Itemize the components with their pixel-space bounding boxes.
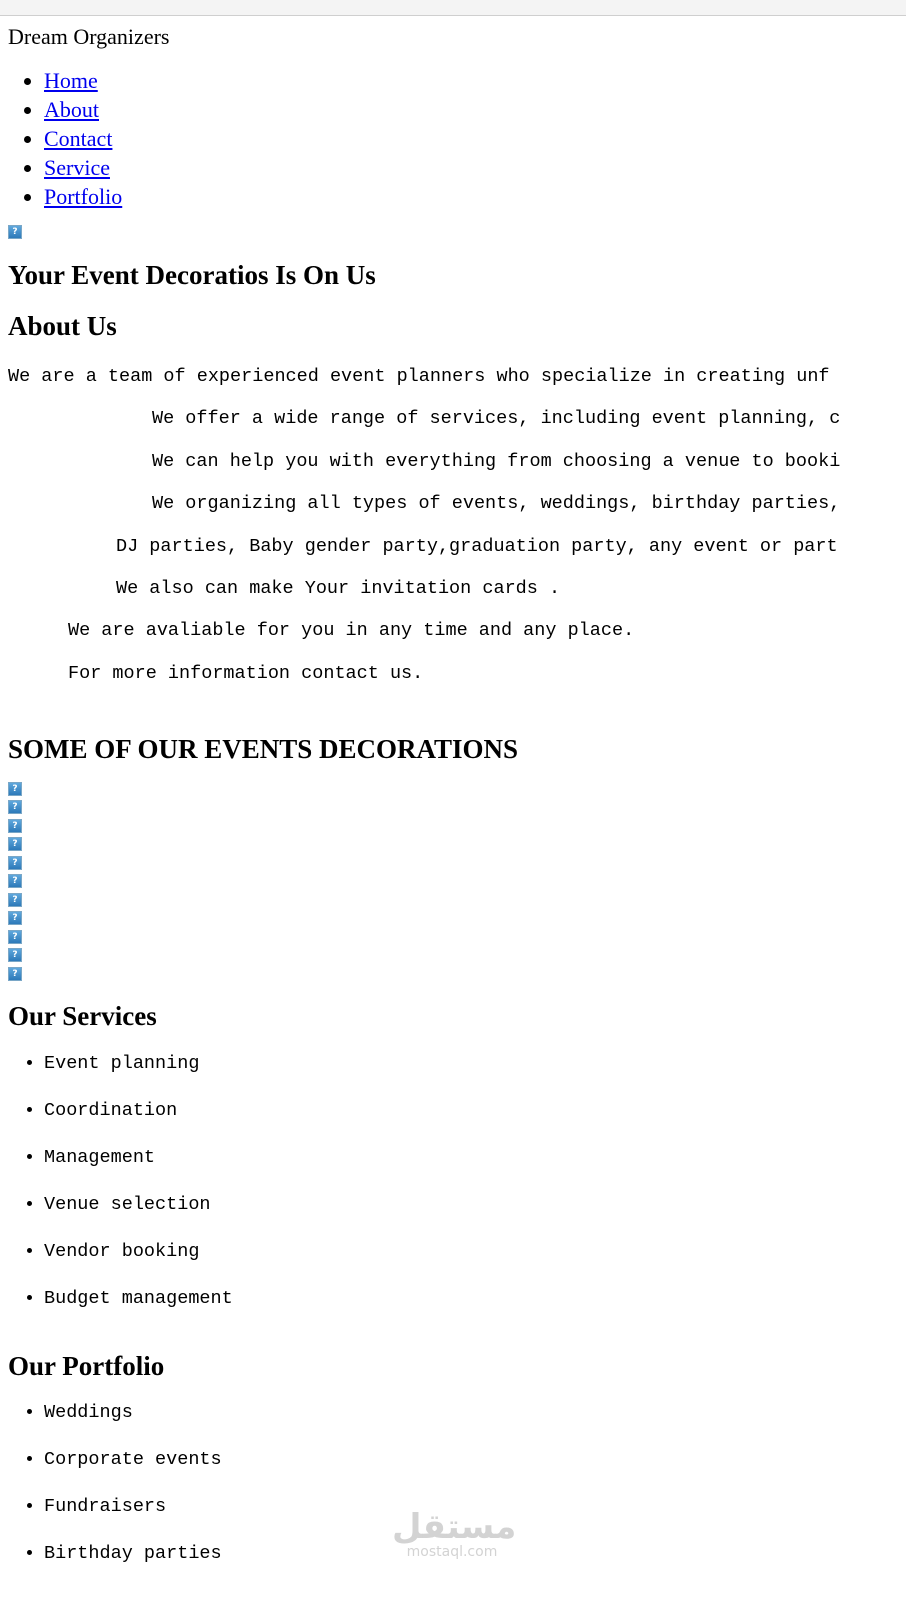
decorations-title: SOME OF OUR EVENTS DECORATIONS <box>8 734 519 765</box>
nav-item-about <box>44 95 898 124</box>
about-paragraph: We can help you with everything from choosing a venue to booki <box>152 450 841 472</box>
portfolio-item: • Fundraisers <box>44 1496 898 1518</box>
about-section <box>8 356 898 695</box>
nav-item-service <box>44 153 898 182</box>
service-item: • Venue selection <box>44 1194 898 1216</box>
broken-image-icon: ? <box>8 837 22 851</box>
service-item: • Event planning <box>44 1053 898 1075</box>
page-content <box>0 25 906 1565</box>
broken-image-icon: ? <box>8 911 22 925</box>
hero-title: Your Event Decoratios Is On Us <box>8 260 376 291</box>
services-list <box>8 1053 898 1310</box>
nav-link-home[interactable]: Home <box>44 68 98 94</box>
about-paragraph: For more information contact us. <box>68 662 424 684</box>
service-item: • Vendor booking <box>44 1241 898 1263</box>
service-item: • Coordination <box>44 1100 898 1122</box>
portfolio-item: • Birthday parties <box>44 1543 898 1565</box>
nav-link-portfolio[interactable]: Portfolio <box>44 184 123 210</box>
services-title: Our Services <box>8 1000 157 1031</box>
about-paragraph: We offer a wide range of services, including event planning, c <box>152 408 841 430</box>
browser-top-bar <box>0 0 906 16</box>
service-item: • Management <box>44 1147 898 1169</box>
broken-image-icon: ? <box>8 893 22 907</box>
broken-image-icon: ? <box>8 930 22 944</box>
service-item: • Budget management <box>44 1288 898 1310</box>
broken-image-icon: ? <box>8 948 22 962</box>
broken-image-icon: ? <box>8 782 22 796</box>
about-title: About Us <box>8 310 117 341</box>
broken-image-icon: ? <box>8 819 22 833</box>
site-brand: Dream Organizers <box>8 24 170 49</box>
broken-image-icon: ? <box>8 856 22 870</box>
nav-item-home <box>44 66 898 95</box>
watermark-latin: mostaql.com <box>406 1544 498 1560</box>
about-paragraph: We organizing all types of events, weddings, birthday parties, <box>152 493 841 515</box>
portfolio-item: • Corporate events <box>44 1449 898 1471</box>
nav-link-service[interactable]: Service <box>44 155 110 181</box>
portfolio-title: Our Portfolio <box>8 1351 165 1381</box>
nav-link-contact[interactable]: Contact <box>44 126 113 152</box>
broken-image-icon: ? <box>8 800 22 814</box>
broken-image-icon: ? <box>8 967 22 981</box>
nav-item-contact <box>44 124 898 153</box>
about-paragraph: DJ parties, Baby gender party,graduation party, any event or part <box>116 535 838 557</box>
broken-image-icon: ? <box>8 225 22 239</box>
broken-image-icon: ? <box>8 874 22 888</box>
nav-item-portfolio <box>44 182 898 211</box>
portfolio-item: • Weddings <box>44 1402 898 1424</box>
about-paragraph: We also can make Your invitation cards . <box>116 578 561 599</box>
watermark-arabic: مستقل <box>392 1507 517 1547</box>
about-paragraph: We are avaliable for you in any time and any place. <box>68 620 635 642</box>
nav-link-about[interactable]: About <box>44 97 99 123</box>
decorations-gallery <box>8 782 898 981</box>
main-nav <box>8 66 898 211</box>
about-paragraph: We are a team of experienced event planners who specialize in creating unf <box>8 365 830 387</box>
mostaql-watermark <box>392 1507 517 1560</box>
